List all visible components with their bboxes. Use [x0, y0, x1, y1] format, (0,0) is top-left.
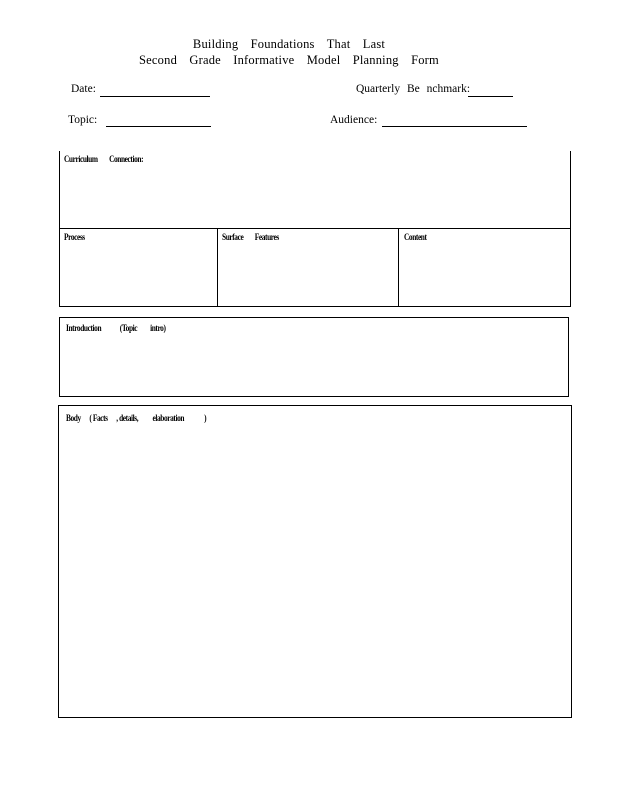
benchmark-label: Quarterly Be nchmark:: [356, 83, 471, 95]
audience-label: Audience:: [330, 114, 378, 126]
form-title-line-1: Building Foundations That Last: [192, 37, 386, 51]
content-label: Content: [404, 232, 427, 242]
table-divider-1: [217, 228, 218, 306]
curriculum-connection-label: Curriculum Connection:: [64, 154, 144, 164]
process-label: Process: [64, 232, 85, 242]
introduction-label: Introduction (Topic intro): [66, 323, 166, 333]
date-label: Date:: [71, 83, 96, 95]
topic-label: Topic:: [68, 114, 98, 126]
audience-field[interactable]: [382, 126, 527, 127]
surface-features-label: Surface Features: [222, 232, 279, 242]
table-bottom-rule: [59, 306, 571, 307]
topic-field[interactable]: [106, 126, 211, 127]
table-divider-2: [398, 228, 399, 306]
date-field[interactable]: [100, 96, 210, 97]
table-middle-rule: [59, 228, 571, 229]
form-title-line-2: Second Grade Informative Model Planning Form: [139, 53, 439, 67]
benchmark-field[interactable]: [468, 96, 513, 97]
body-label: Body ( Facts , details, elaboration ): [66, 413, 207, 423]
body-box[interactable]: [58, 405, 572, 718]
